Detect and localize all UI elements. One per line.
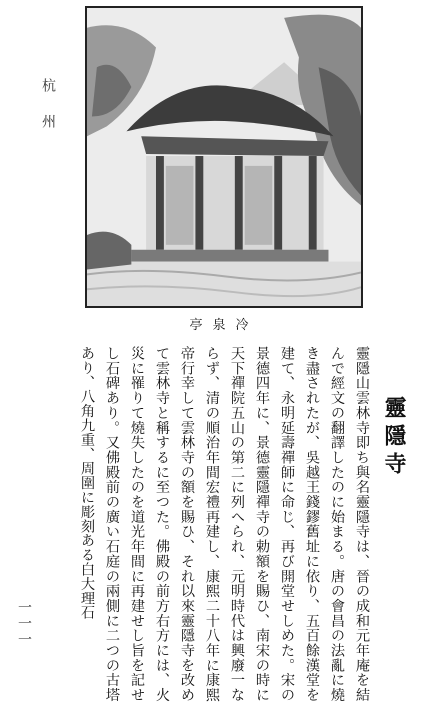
article	[50, 346, 414, 706]
article-title: 靈隱寺	[381, 396, 407, 480]
article-paragraph: 靈隱山雲林寺即ち與名靈隱寺は、晉の成和元年庵を結んで經文の翻譯したのに始まる。唐の會昌の法亂に燒き盡されたが、吳越王錢鏐舊址に依り、五百餘漢堂を建て、永明延壽禪師に命じ、再び開堂せしめた。宋の景德四年に、景德靈隱禪寺の勅額を賜ひ、南宋の時に天下禪院五山の第二に列へられ、元明時代は興廢一ならず、清の順治年間宏禮再建し、康熙二十八年に康熙帝行幸して雲林寺の額を賜ひ、それ以來靈隱寺を改めて雲林寺と稱するに至つた。佛殿の前方右方には、火災に罹りて燒失したのを道光年間に再建せし旨を記せし石碑あり。又佛殿前の廣い石庭の兩側に二つの古塔あり、八角九重、周圍に彫刻ある白大理石	[79, 346, 370, 702]
temple-photograph	[85, 6, 363, 308]
article-body	[62, 346, 374, 702]
photo-caption: 亭泉冷	[189, 318, 259, 333]
page-number: 一一一	[16, 600, 32, 648]
temple-photo-illustration	[87, 8, 361, 306]
side-label: 杭州	[40, 78, 56, 150]
